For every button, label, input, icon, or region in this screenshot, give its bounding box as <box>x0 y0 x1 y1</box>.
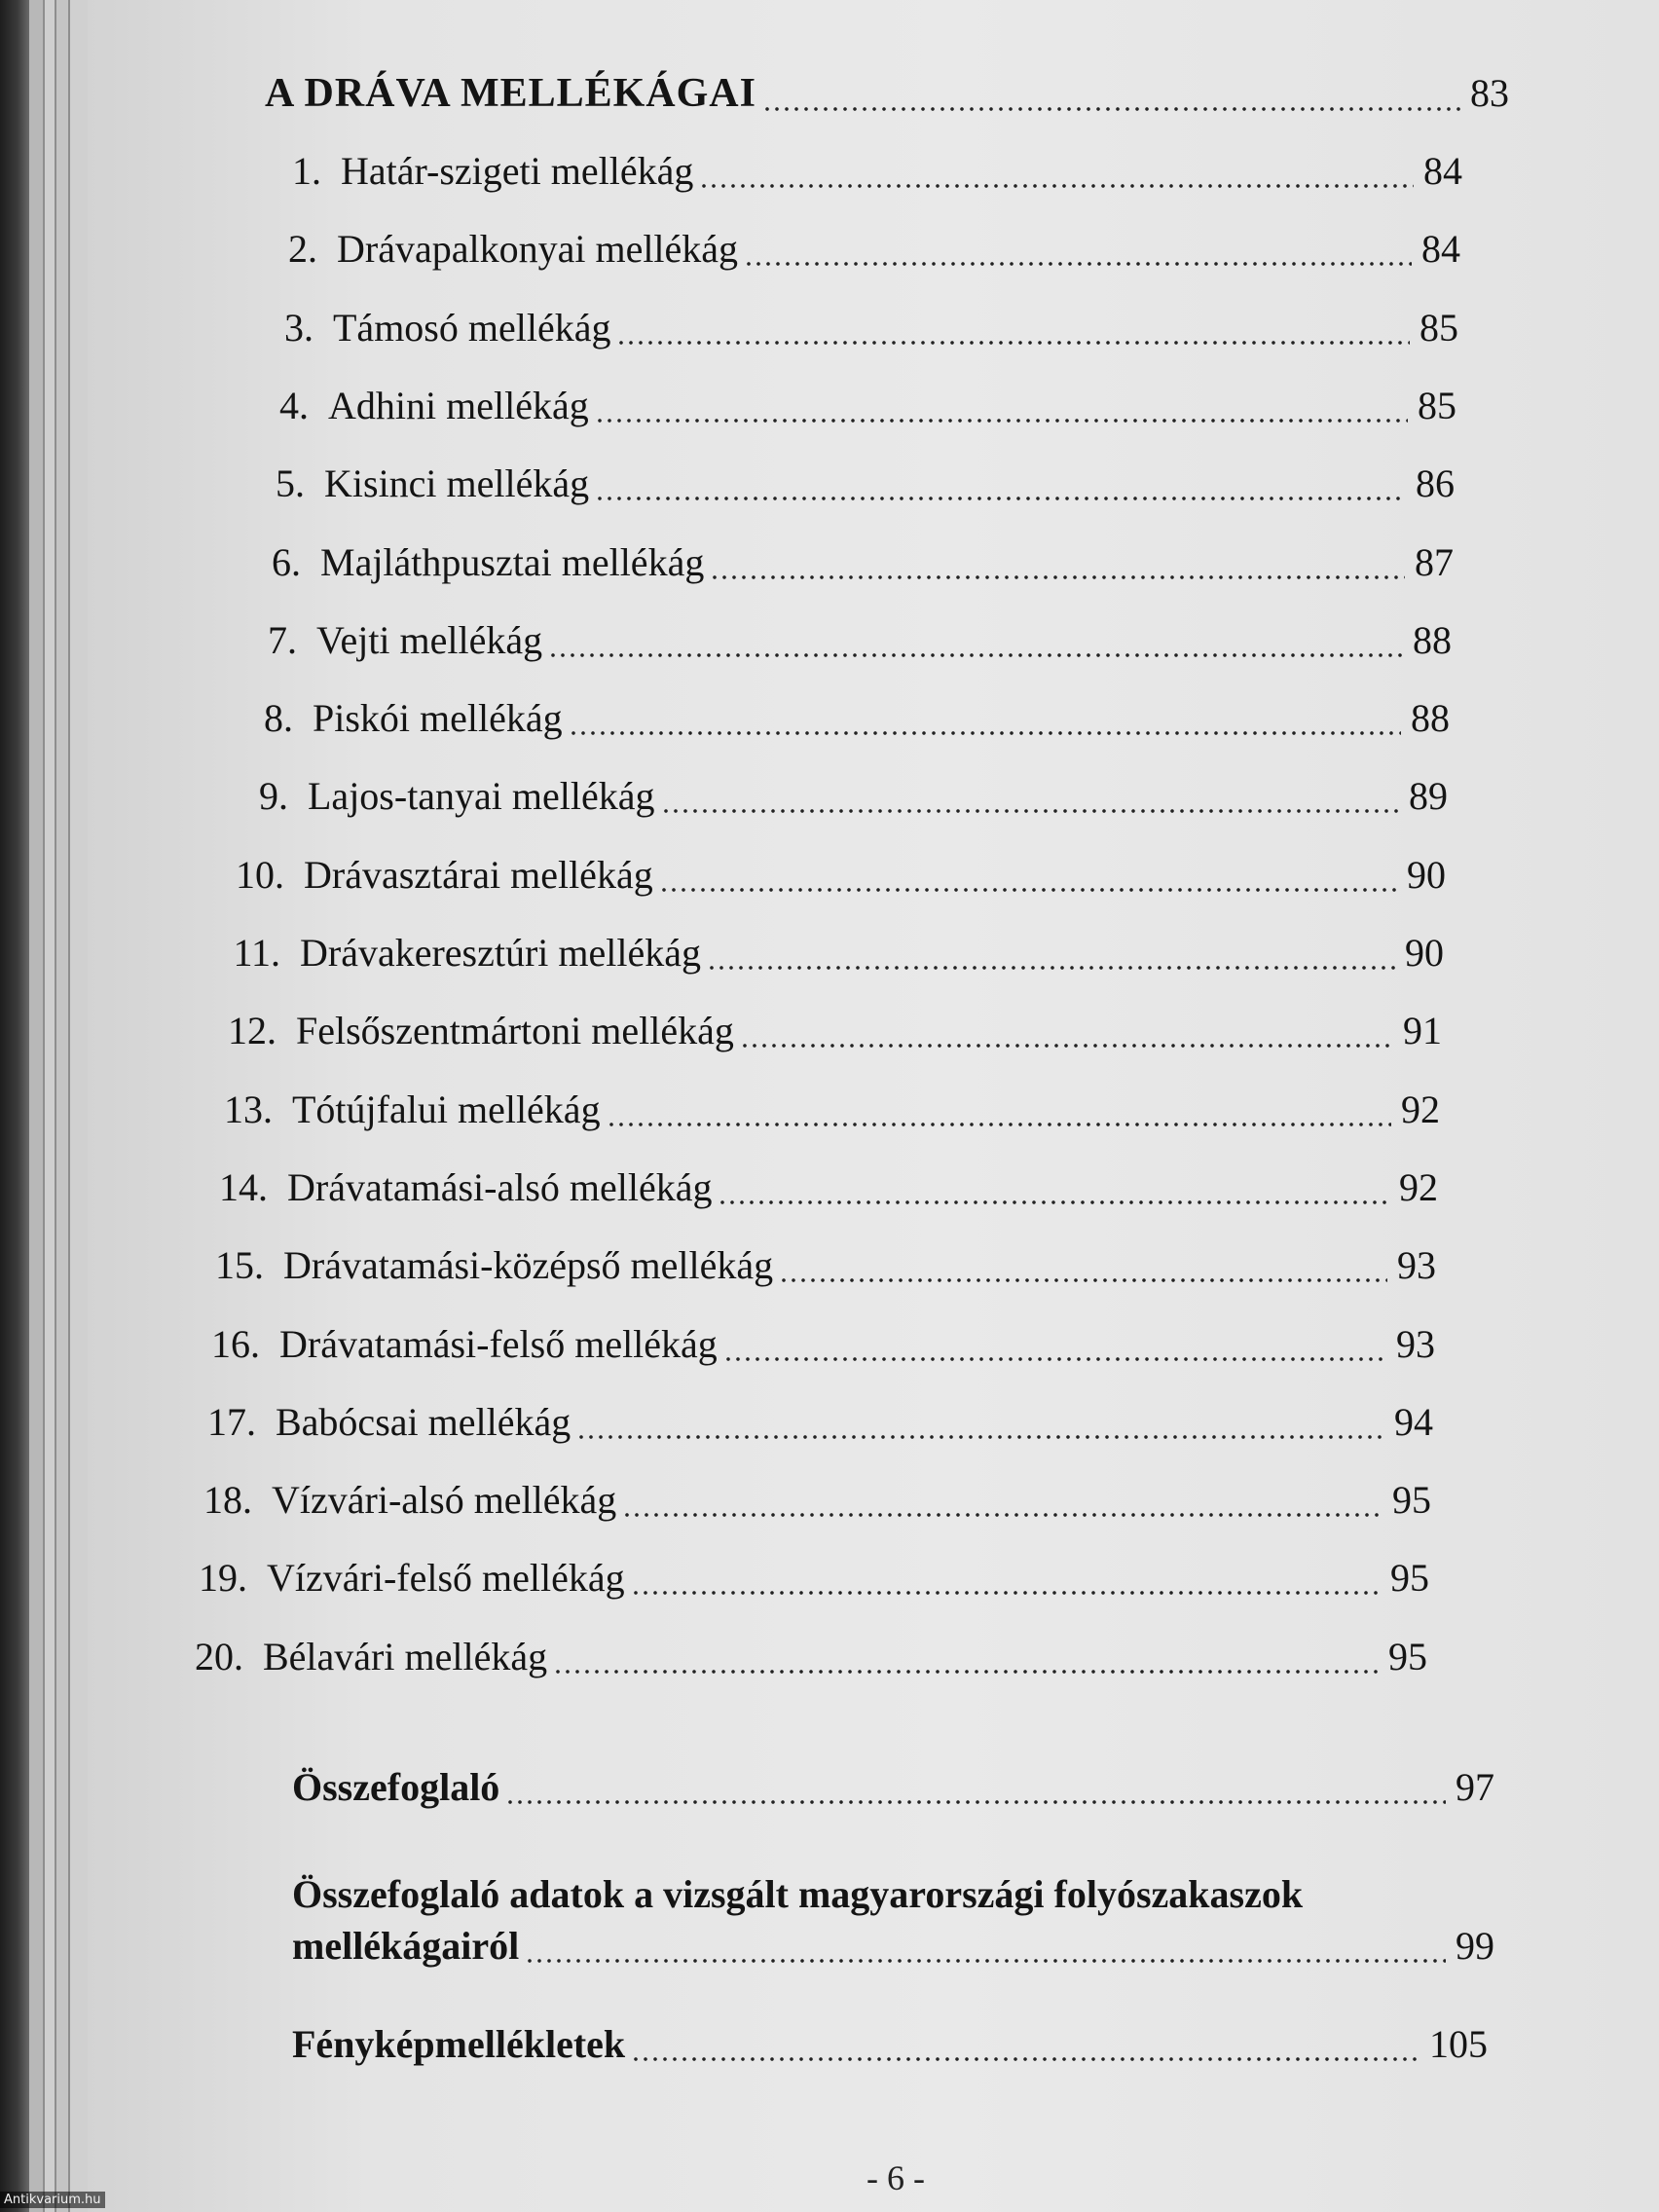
entry-page: 91 <box>1403 1009 1442 1052</box>
entry-page: 92 <box>1401 1088 1440 1131</box>
entry-title: Drávakeresztúri mellékág <box>300 931 702 975</box>
leader-dots <box>661 773 1399 819</box>
heading-page: 83 <box>1470 71 1509 115</box>
toc-entry[interactable] <box>203 1242 1436 1288</box>
entry-title: Majláthpusztai mellékág <box>320 540 705 584</box>
summary-title: Összefoglaló <box>292 1765 500 1809</box>
entry-title: Adhini mellékág <box>328 384 589 427</box>
leader-dots <box>553 1634 1379 1679</box>
entry-title: Felsőszentmártoni mellékág <box>296 1009 734 1052</box>
toc-entry[interactable] <box>183 1634 1427 1679</box>
entry-title: Bélavári mellékág <box>263 1635 548 1678</box>
entry-number: 19. <box>199 1556 247 1600</box>
watermark: Antikvarium.hu <box>0 2192 105 2208</box>
leader-dots <box>631 1555 1381 1601</box>
entry-number: 12. <box>228 1009 276 1052</box>
toc-entry[interactable] <box>212 1087 1440 1132</box>
entry-page: 89 <box>1409 774 1448 818</box>
heading-title: A DRÁVA MELLÉKÁGAI <box>265 71 756 116</box>
entry-title: Drávatamási-alsó mellékág <box>287 1165 713 1209</box>
page-number: - 6 - <box>866 2158 925 2197</box>
entry-title: Vízvári-felső mellékág <box>267 1556 625 1600</box>
leader-dots <box>576 1399 1384 1445</box>
leader-dots <box>616 305 1410 350</box>
toc-entry[interactable] <box>187 1555 1429 1601</box>
leader-dots <box>595 461 1406 506</box>
entry-number: 3. <box>284 306 313 350</box>
toc-entry[interactable] <box>253 305 1458 350</box>
toc-entry[interactable] <box>200 1321 1435 1367</box>
toc-entry[interactable] <box>261 148 1462 194</box>
toc-summary[interactable] <box>292 1764 1494 1810</box>
toc-entry[interactable] <box>248 383 1456 428</box>
entry-title: Tótújfalui mellékág <box>292 1088 601 1131</box>
entry-title: Piskói mellékág <box>313 696 563 740</box>
entry-title: Lajos-tanyai mellékág <box>308 774 655 818</box>
entry-page: 88 <box>1411 696 1450 740</box>
entry-number: 14. <box>219 1165 268 1209</box>
entry-number: 6. <box>272 540 301 584</box>
leader-dots <box>710 539 1405 585</box>
leader-dots <box>707 930 1395 976</box>
entry-number: 16. <box>211 1322 260 1366</box>
leader-dots <box>779 1242 1387 1288</box>
book-binding <box>0 0 29 2212</box>
entry-title: Drávatamási-felső mellékág <box>279 1322 718 1366</box>
entry-title: Határ-szigeti mellékág <box>341 149 694 193</box>
entry-number: 11. <box>233 931 280 975</box>
entry-number: 18. <box>203 1478 252 1522</box>
leader-dots <box>569 695 1401 741</box>
page-edge <box>56 0 68 2212</box>
toc-entry[interactable] <box>216 1008 1442 1053</box>
entry-page: 93 <box>1397 1243 1436 1287</box>
entry-number: 5. <box>276 461 305 505</box>
leader-dots <box>505 1764 1446 1810</box>
entry-page: 84 <box>1421 227 1460 271</box>
entry-page: 87 <box>1415 540 1454 584</box>
entry-number: 10. <box>236 853 284 897</box>
entry-number: 1. <box>292 149 321 193</box>
toc-entry[interactable] <box>240 539 1454 585</box>
summary-data-line1: Összefoglaló adatok a vizsgált magyarországi folyószakaszok <box>292 1872 1304 1916</box>
entry-page: 86 <box>1416 461 1455 505</box>
toc-photos[interactable] <box>292 2021 1488 2067</box>
leader-dots <box>622 1477 1382 1523</box>
toc-entry[interactable] <box>228 773 1448 819</box>
leader-dots <box>607 1087 1391 1132</box>
toc-entry[interactable] <box>237 617 1452 663</box>
toc-entry[interactable] <box>224 852 1446 898</box>
leader-dots <box>631 2021 1421 2067</box>
entry-number: 2. <box>288 227 317 271</box>
entry-page: 95 <box>1392 1478 1431 1522</box>
toc-entry[interactable] <box>207 1164 1438 1210</box>
leader-dots <box>659 852 1397 898</box>
entry-title: Drávapalkonyai mellékág <box>337 227 739 271</box>
entry-page: 92 <box>1399 1165 1438 1209</box>
entry-page: 90 <box>1405 931 1444 975</box>
leader-dots <box>548 617 1403 663</box>
entry-title: Vízvári-alsó mellékág <box>272 1478 617 1522</box>
page-edge <box>29 0 43 2212</box>
entry-number: 9. <box>259 774 288 818</box>
entry-title: Vejti mellékág <box>316 618 543 662</box>
leader-dots <box>525 1923 1446 1969</box>
leader-dots <box>595 383 1408 428</box>
entry-page: 94 <box>1394 1400 1433 1444</box>
photos-title: Fényképmellékletek <box>292 2022 626 2066</box>
toc-entry[interactable] <box>192 1477 1431 1523</box>
photos-page: 105 <box>1429 2022 1488 2066</box>
entry-title: Kisinci mellékág <box>324 461 590 505</box>
entry-page: 84 <box>1423 149 1462 193</box>
leader-dots <box>762 70 1460 117</box>
entry-page: 95 <box>1390 1556 1429 1600</box>
entry-number: 13. <box>224 1088 273 1131</box>
entry-number: 20. <box>195 1635 243 1678</box>
entry-title: Támosó mellékág <box>333 306 611 350</box>
leader-dots <box>699 148 1414 194</box>
leader-dots <box>718 1164 1389 1210</box>
leader-dots <box>740 1008 1393 1053</box>
entry-page: 85 <box>1418 384 1456 427</box>
toc-entry[interactable] <box>257 226 1460 272</box>
entry-page: 85 <box>1419 306 1458 350</box>
entry-title: Drávasztárai mellékág <box>304 853 653 897</box>
toc-heading[interactable] <box>265 70 1509 117</box>
entry-number: 4. <box>279 384 309 427</box>
entry-page: 90 <box>1407 853 1446 897</box>
entry-page: 93 <box>1396 1322 1435 1366</box>
entry-number: 7. <box>268 618 297 662</box>
entry-page: 95 <box>1388 1635 1427 1678</box>
leader-dots <box>723 1321 1386 1367</box>
toc-entry[interactable] <box>233 695 1450 741</box>
toc-entry[interactable] <box>196 1399 1433 1445</box>
entry-page: 88 <box>1413 618 1452 662</box>
entry-title: Drávatamási-középső mellékág <box>283 1243 774 1287</box>
summary-data-line2: mellékágairól <box>292 1924 520 1968</box>
summary-page: 97 <box>1456 1765 1494 1809</box>
toc-entry[interactable] <box>220 930 1444 976</box>
page-edge <box>45 0 55 2212</box>
entry-number: 17. <box>207 1400 256 1444</box>
summary-data-page: 99 <box>1456 1924 1494 1968</box>
page-edge <box>70 0 88 2212</box>
toc-entry[interactable] <box>244 461 1455 506</box>
entry-number: 15. <box>215 1243 264 1287</box>
entry-number: 8. <box>264 696 293 740</box>
leader-dots <box>744 226 1412 272</box>
toc-summary-data[interactable] <box>292 1871 1494 1969</box>
entry-title: Babócsai mellékág <box>276 1400 571 1444</box>
